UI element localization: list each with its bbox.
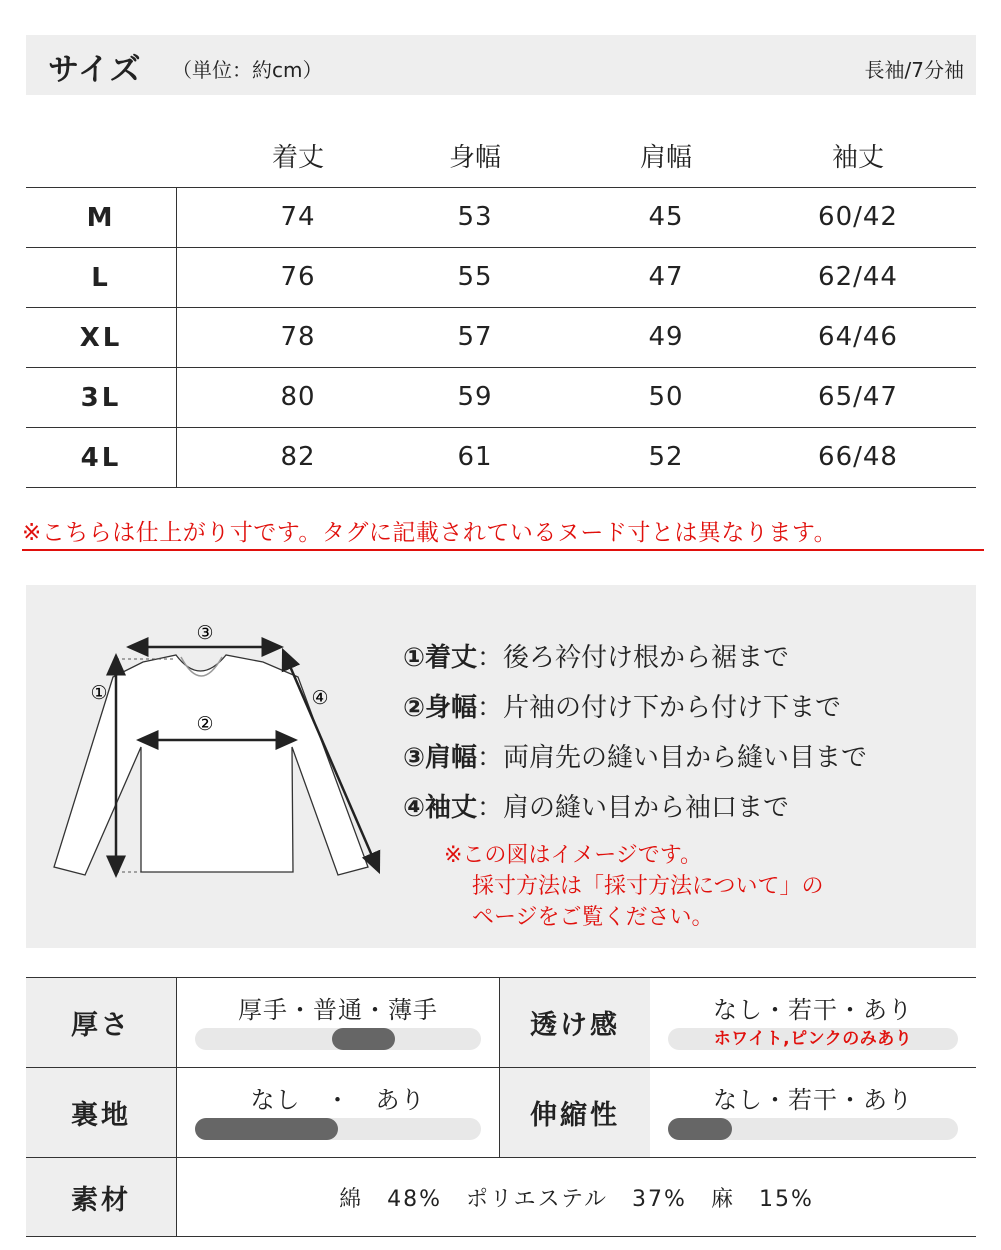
attribute-row	[26, 1068, 976, 1158]
table-cell: 55	[457, 262, 493, 292]
measure-desc: ：片袖の付け下から付け下まで	[477, 693, 842, 723]
lining-track	[195, 1118, 481, 1140]
table-cell: 50	[648, 382, 684, 412]
size-table-header	[26, 125, 976, 188]
table-cell: 59	[457, 382, 493, 412]
table-row	[26, 188, 976, 248]
stretch-options: なし・若干・あり	[713, 1086, 913, 1114]
table-cell: 78	[280, 322, 316, 352]
sleeve-type-label: 長袖/7分袖	[864, 58, 964, 82]
measure-number: ④	[403, 793, 426, 823]
size-label: 4L	[26, 428, 177, 487]
table-cell: 52	[648, 442, 684, 472]
marker-2: ②	[196, 713, 214, 735]
column-header: 袖丈	[831, 143, 884, 173]
table-cell: 60/42	[818, 202, 898, 232]
measure-name: 肩幅	[425, 743, 478, 773]
size-header	[26, 35, 976, 95]
table-cell: 82	[280, 442, 316, 472]
table-cell: 64/46	[818, 322, 898, 352]
thickness-options: 厚手・普通・薄手	[238, 996, 438, 1024]
size-label: XL	[26, 308, 177, 367]
measure-name: 身幅	[425, 693, 478, 723]
column-header: 身幅	[448, 143, 501, 173]
material-value: 綿 48% ポリエステル 37% 麻 15%	[339, 1186, 814, 1212]
size-label: L	[26, 248, 177, 307]
table-cell: 80	[280, 382, 316, 412]
thickness-label: 厚さ	[26, 978, 176, 1067]
sheer-scale	[650, 978, 976, 1067]
diagram-note	[444, 840, 824, 933]
table-cell: 66/48	[818, 442, 898, 472]
unit-label: （単位：約cm）	[172, 58, 323, 82]
size-label: 3L	[26, 368, 177, 427]
table-row	[26, 308, 976, 368]
sheer-note: ホワイト,ピンクのみあり	[713, 1029, 913, 1049]
stretch-scale	[650, 1068, 976, 1157]
table-cell: 49	[648, 322, 684, 352]
lining-scale	[177, 1068, 499, 1157]
sheer-options: なし・若干・あり	[713, 996, 913, 1024]
measure-descriptions	[403, 637, 867, 837]
column-header: 肩幅	[639, 143, 692, 173]
measure-item	[403, 787, 867, 837]
marker-4: ④	[311, 687, 329, 709]
table-cell: 74	[280, 202, 316, 232]
finished-size-notice: ※こちらは仕上がり寸です。タグに記載されているヌード寸とは異なります。	[22, 514, 984, 551]
table-row	[26, 248, 976, 308]
table-cell: 57	[457, 322, 493, 352]
stretch-fill	[668, 1118, 732, 1140]
measure-name: 袖丈	[425, 793, 478, 823]
measure-desc: ：両肩先の縫い目から縫い目まで	[477, 743, 868, 773]
measure-item	[403, 637, 867, 687]
shirt-diagram	[48, 617, 388, 887]
attributes-table	[26, 977, 976, 1237]
sheer-label: 透け感	[500, 978, 650, 1067]
measure-name: 着丈	[425, 643, 478, 673]
page-title: サイズ	[48, 52, 142, 88]
column-header: 着丈	[271, 143, 324, 173]
material-label: 素材	[26, 1158, 176, 1236]
note-line: 採寸方法は「採寸方法について」の	[472, 874, 824, 899]
table-cell: 45	[648, 202, 684, 232]
table-cell: 47	[648, 262, 684, 292]
attribute-row	[26, 978, 976, 1068]
stretch-track	[668, 1118, 958, 1140]
size-label: M	[26, 188, 177, 247]
measure-number: ①	[403, 643, 426, 673]
table-row	[26, 428, 976, 488]
thickness-fill	[332, 1028, 395, 1050]
measure-desc: ：肩の縫い目から袖口まで	[477, 793, 790, 823]
thickness-scale	[177, 978, 499, 1067]
table-cell: 65/47	[818, 382, 898, 412]
lining-label: 裏地	[26, 1068, 176, 1157]
thickness-track	[195, 1028, 481, 1050]
sheer-track	[668, 1028, 958, 1050]
measure-number: ③	[403, 743, 426, 773]
note-line: ※この図はイメージです。	[444, 843, 703, 868]
measure-item	[403, 737, 867, 787]
lining-options: なし ・ あり	[250, 1086, 426, 1114]
size-table	[26, 125, 976, 488]
table-row	[26, 368, 976, 428]
measurement-panel	[26, 585, 976, 948]
attribute-row	[26, 1158, 976, 1237]
table-cell: 76	[280, 262, 316, 292]
measure-desc: ：後ろ衿付け根から裾まで	[477, 643, 790, 673]
table-cell: 53	[457, 202, 493, 232]
stretch-label: 伸縮性	[500, 1068, 650, 1157]
marker-3: ③	[196, 622, 214, 644]
table-cell: 61	[457, 442, 493, 472]
note-line: ページをご覧ください。	[472, 905, 714, 930]
lining-fill	[195, 1118, 338, 1140]
measure-number: ②	[403, 693, 426, 723]
marker-1: ①	[90, 682, 108, 704]
measure-item	[403, 687, 867, 737]
table-cell: 62/44	[818, 262, 898, 292]
